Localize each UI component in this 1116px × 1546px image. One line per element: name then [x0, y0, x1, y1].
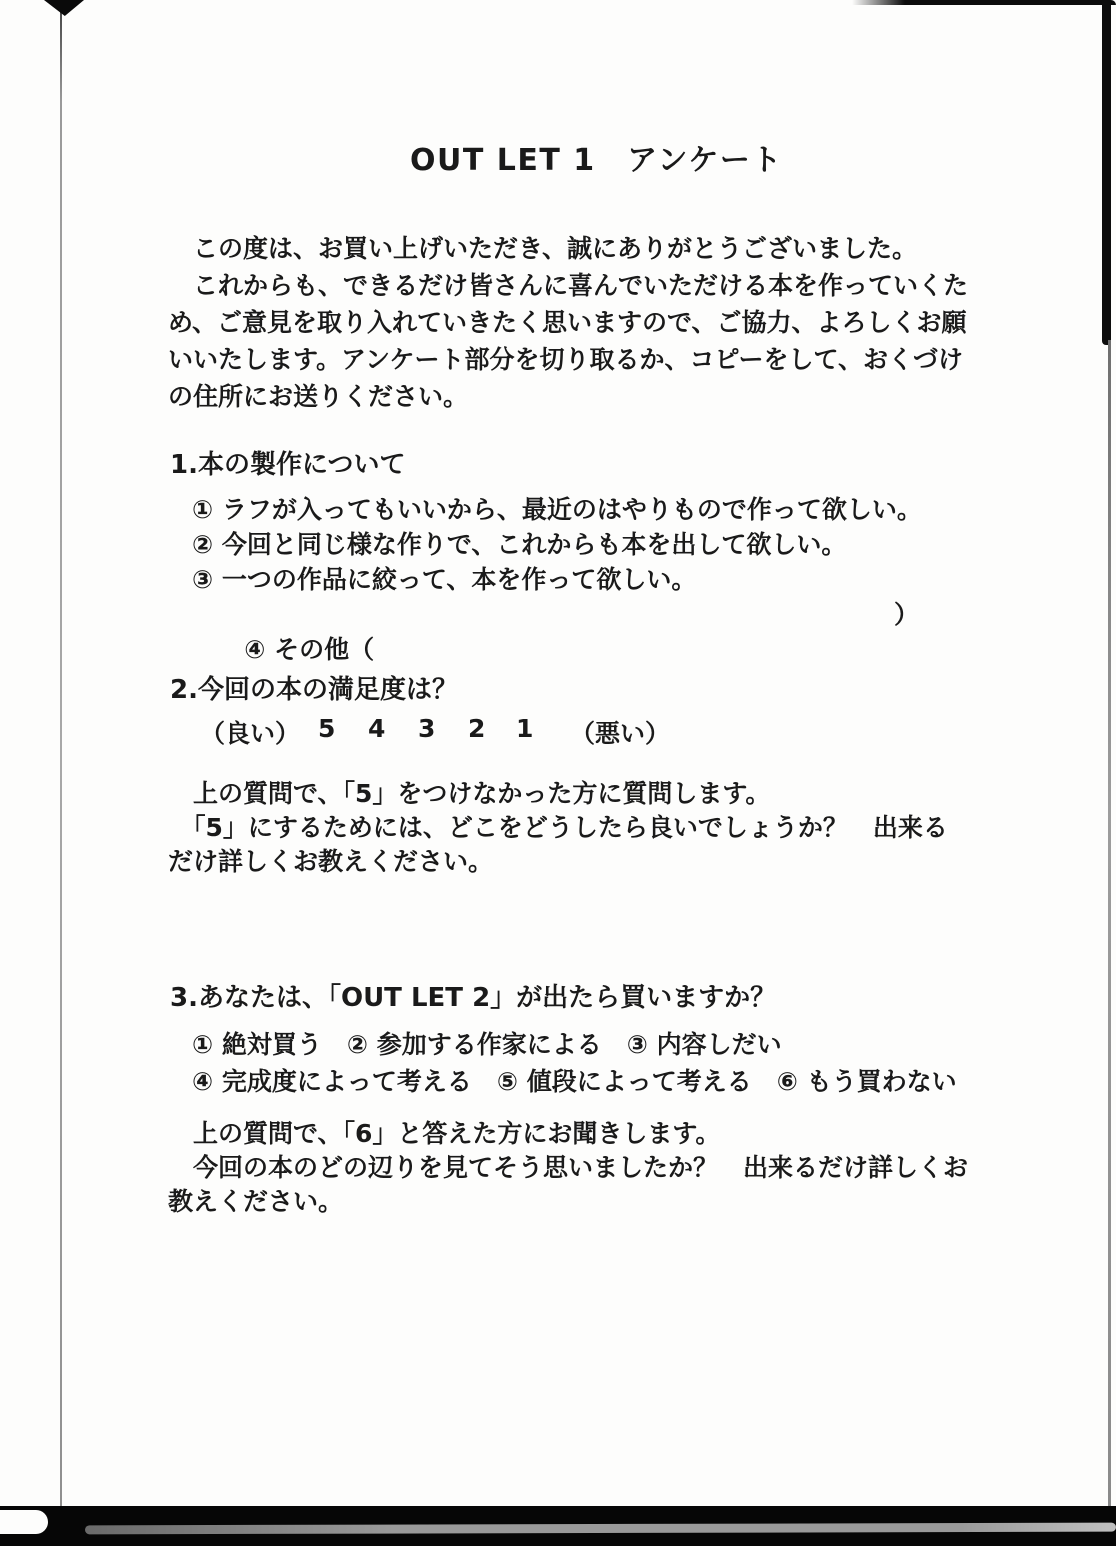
q1-heading: 1.本の製作について [170, 450, 406, 480]
intro-line: め、ご意見を取り入れていきたく思いますので、ご協力、よろしくお願 [168, 308, 967, 337]
scan-top-edge [852, 0, 1116, 5]
q2-heading: 2.今回の本の満足度は？ [170, 675, 458, 705]
q2-followup [168, 777, 948, 879]
q1-option-4: ④ その他（ [244, 635, 375, 664]
scan-corner-mark [44, 0, 84, 16]
intro-line: いいたします。アンケート部分を切り取るか、コピーをして、おくづけ [168, 345, 964, 374]
intro-paragraph [168, 230, 968, 415]
scan-binding-line [60, 12, 62, 1508]
q3-followup-line: 今回の本のどの辺りを見てそう思いましたか？ 出来るだけ詳しくお [168, 1153, 969, 1182]
q3-options [192, 1026, 957, 1100]
q3-followup-line: 上の質問で、「6」と答えた方にお聞きします。 [168, 1119, 721, 1148]
intro-line: これからも、できるだけ皆さんに喜んでいただける本を作っていくた [168, 271, 969, 300]
q2-followup-line: 「5」にするためには、どこをどうしたら良いでしょうか？ 出来る [168, 813, 948, 842]
scale-number-5: 5 [318, 714, 336, 743]
q1-option-2: ② 今回と同じ様な作りで、これからも本を出して欲しい。 [192, 530, 847, 559]
q2-followup-line: だけ詳しくお教えください。 [168, 847, 494, 876]
q3-heading: 3.あなたは、「OUT LET 2」が出たら買いますか？ [170, 983, 777, 1013]
q2-followup-line: 上の質問で、「5」をつけなかった方に質問します。 [168, 779, 771, 808]
intro-line: この度は、お買い上げいただき、誠にありがとうございました。 [168, 234, 918, 263]
q3-options-line-1: ① 絶対買う ② 参加する作家による ③ 内容しだい [192, 1030, 782, 1059]
q1-option-1: ① ラフが入ってもいいから、最近のはやりもので作って欲しい。 [192, 495, 922, 524]
q1-option-4-close-paren: ） [894, 600, 920, 629]
scale-number-3: 3 [418, 714, 436, 743]
q3-followup-line: 教えください。 [168, 1187, 344, 1216]
page-title: OUT LET 1 アンケート [410, 143, 783, 178]
intro-line: の住所にお送りください。 [168, 382, 469, 411]
scale-bad-label: （悪い） [570, 719, 671, 748]
scan-right-edge-bar [1102, 0, 1111, 345]
scan-right-edge-faint [1108, 340, 1111, 1510]
scan-bottom-band [0, 1506, 1116, 1546]
scale-number-2: 2 [468, 714, 486, 743]
scan-bottom-stripe [85, 1523, 1116, 1535]
scale-number-4: 4 [368, 714, 386, 743]
scale-good-label: （良い） [200, 719, 301, 748]
scale-number-1: 1 [516, 714, 534, 743]
q3-followup [168, 1117, 968, 1219]
scan-bottom-notch [0, 1510, 48, 1534]
q2-rating-scale [0, 714, 1116, 746]
q3-options-line-2: ④ 完成度によって考える ⑤ 値段によって考える ⑥ もう買わない [192, 1067, 957, 1096]
q1-option-3: ③ 一つの作品に絞って、本を作って欲しい。 [192, 565, 697, 594]
